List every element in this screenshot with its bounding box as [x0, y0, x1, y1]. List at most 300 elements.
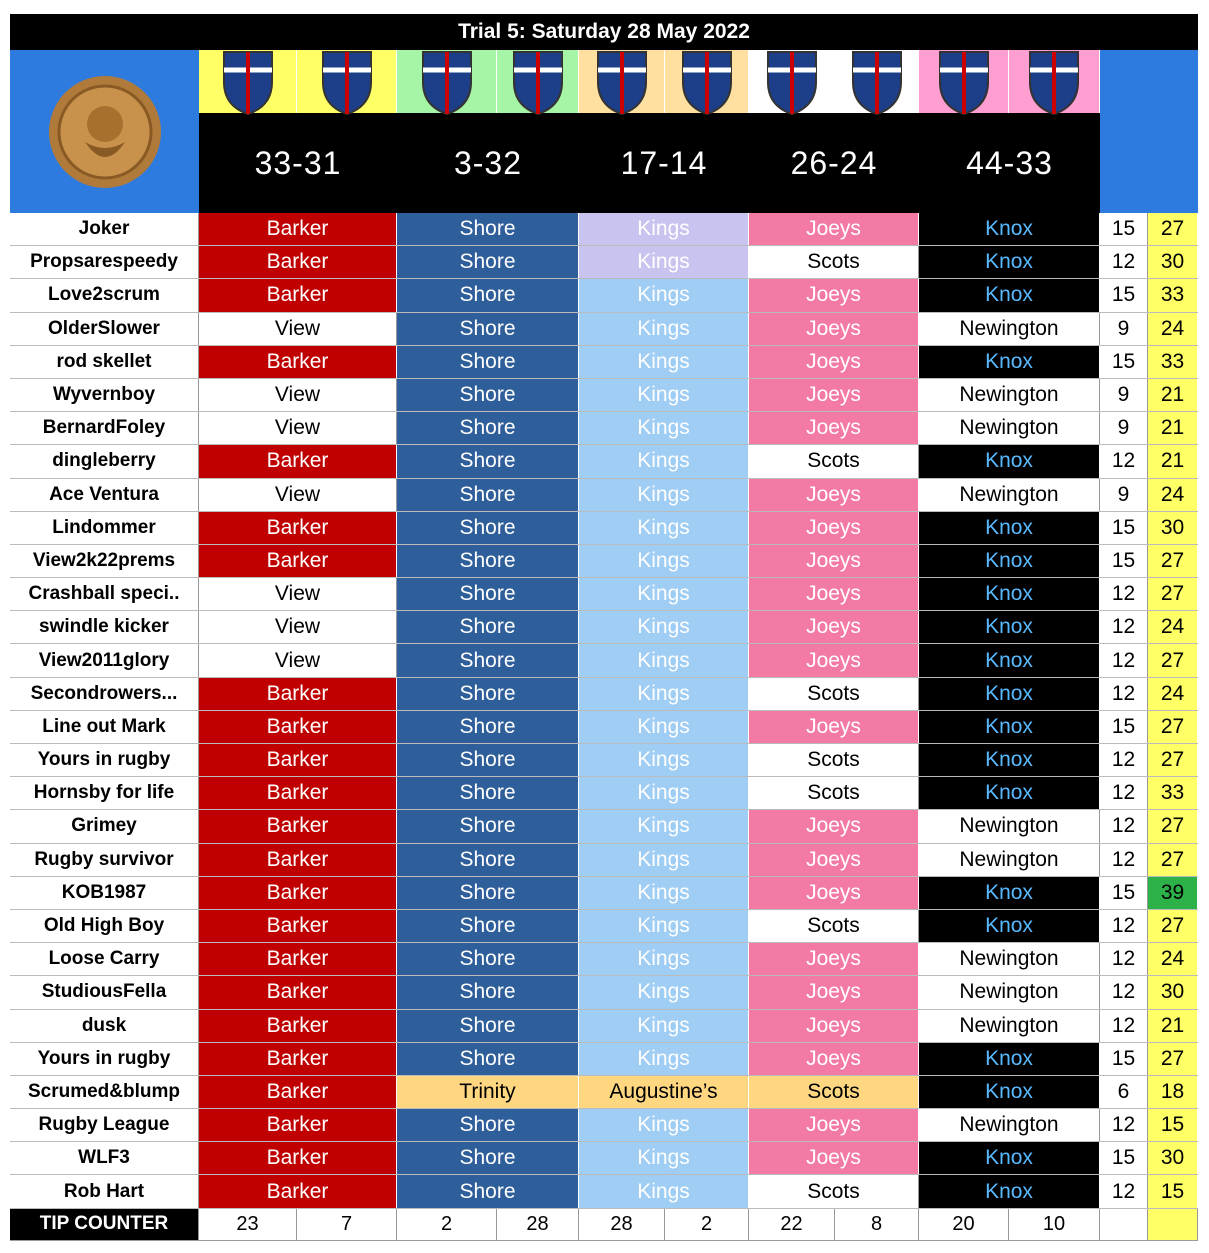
pick-game-1: Barker — [199, 777, 397, 809]
table-row — [10, 545, 1198, 578]
pick-game-5: Knox — [919, 1175, 1100, 1207]
pick-game-1: Barker — [199, 877, 397, 909]
pick-game-1: Barker — [199, 1109, 397, 1141]
pick-game-1: Barker — [199, 678, 397, 710]
tipster-name: Ace Ventura — [10, 479, 199, 511]
pick-game-5: Knox — [919, 246, 1100, 278]
total-points: 33 — [1148, 346, 1198, 378]
pick-game-2: Shore — [397, 445, 579, 477]
school-crest-9 — [919, 50, 1009, 113]
medal-icon — [45, 72, 165, 192]
crest-icon — [592, 46, 652, 118]
pick-game-5: Newington — [919, 379, 1100, 411]
table-row — [10, 678, 1198, 711]
table-row — [10, 711, 1198, 744]
pick-game-3: Kings — [579, 744, 749, 776]
pick-game-5: Knox — [919, 545, 1100, 577]
pick-game-1: Barker — [199, 1076, 397, 1108]
round-points: 12 — [1100, 810, 1148, 842]
round-points: 15 — [1100, 545, 1148, 577]
table-row — [10, 877, 1198, 910]
pick-game-4: Joeys — [749, 711, 919, 743]
pick-game-4: Scots — [749, 777, 919, 809]
total-points: 21 — [1148, 1010, 1198, 1042]
pick-game-4: Scots — [749, 1175, 919, 1207]
round-points: 15 — [1100, 711, 1148, 743]
pick-game-5: Knox — [919, 711, 1100, 743]
tipster-name: BernardFoley — [10, 412, 199, 444]
crest-icon — [847, 46, 907, 118]
pick-game-5: Knox — [919, 1076, 1100, 1108]
school-crest-10 — [1009, 50, 1100, 113]
table-row — [10, 910, 1198, 943]
tipping-sheet — [10, 14, 1198, 1241]
pick-game-3: Kings — [579, 611, 749, 643]
round-points: 12 — [1100, 611, 1148, 643]
crest-icon — [1024, 46, 1084, 118]
total-points: 24 — [1148, 313, 1198, 345]
pick-game-4: Scots — [749, 445, 919, 477]
total-points: 30 — [1148, 246, 1198, 278]
pick-game-3: Kings — [579, 213, 749, 245]
round-points: 12 — [1100, 1109, 1148, 1141]
pick-game-5: Knox — [919, 877, 1100, 909]
pick-game-2: Shore — [397, 976, 579, 1008]
tipster-name: WLF3 — [10, 1142, 199, 1174]
pick-game-3: Kings — [579, 976, 749, 1008]
tipster-name: rod skellet — [10, 346, 199, 378]
round-points: 15 — [1100, 877, 1148, 909]
pick-game-1: Barker — [199, 246, 397, 278]
tipster-name: Joker — [10, 213, 199, 245]
pick-game-2: Shore — [397, 644, 579, 676]
pick-game-1: Barker — [199, 744, 397, 776]
round-points: 12 — [1100, 1175, 1148, 1207]
tip-count-10: 10 — [1009, 1209, 1100, 1241]
pick-game-3: Kings — [579, 910, 749, 942]
total-points: 21 — [1148, 379, 1198, 411]
pick-game-4: Joeys — [749, 1010, 919, 1042]
pick-game-5: Newington — [919, 844, 1100, 876]
pick-game-2: Shore — [397, 611, 579, 643]
tipster-name: Old High Boy — [10, 910, 199, 942]
pick-game-3: Kings — [579, 777, 749, 809]
table-row — [10, 279, 1198, 312]
round-points: 9 — [1100, 412, 1148, 444]
round-points: 12 — [1100, 445, 1148, 477]
pick-game-1: Barker — [199, 445, 397, 477]
pick-game-2: Shore — [397, 1043, 579, 1075]
tip-counter-label: TIP COUNTER — [10, 1209, 199, 1241]
pick-game-1: View — [199, 412, 397, 444]
table-row — [10, 379, 1198, 412]
tip-count-3: 2 — [397, 1209, 497, 1241]
pick-game-1: View — [199, 644, 397, 676]
pick-game-4: Joeys — [749, 379, 919, 411]
total-points: 15 — [1148, 1175, 1198, 1207]
game-score-3: 17-14 — [579, 113, 749, 213]
pick-game-1: Barker — [199, 279, 397, 311]
tip-count-4: 28 — [497, 1209, 579, 1241]
pick-game-3: Kings — [579, 810, 749, 842]
table-row — [10, 313, 1198, 346]
pick-game-2: Shore — [397, 1109, 579, 1141]
pick-game-2: Shore — [397, 213, 579, 245]
tipster-name: StudiousFella — [10, 976, 199, 1008]
pick-game-5: Knox — [919, 777, 1100, 809]
pick-game-3: Kings — [579, 1109, 749, 1141]
tip-count-6: 2 — [665, 1209, 749, 1241]
pick-game-4: Scots — [749, 910, 919, 942]
pick-game-3: Kings — [579, 711, 749, 743]
pick-game-5: Knox — [919, 213, 1100, 245]
total-points: 27 — [1148, 810, 1198, 842]
total-points: 27 — [1148, 578, 1198, 610]
total-points: 33 — [1148, 777, 1198, 809]
pick-game-2: Shore — [397, 943, 579, 975]
crest-icon — [677, 46, 737, 118]
crest-icon — [218, 46, 278, 118]
round-points: 12 — [1100, 246, 1148, 278]
total-points: 33 — [1148, 279, 1198, 311]
pick-game-1: Barker — [199, 810, 397, 842]
pick-game-5: Newington — [919, 412, 1100, 444]
pick-game-1: Barker — [199, 711, 397, 743]
crest-icon — [317, 46, 377, 118]
pick-game-5: Knox — [919, 279, 1100, 311]
pick-game-5: Knox — [919, 611, 1100, 643]
pick-game-5: Newington — [919, 1010, 1100, 1042]
crest-icon — [762, 46, 822, 118]
pick-game-3: Kings — [579, 1175, 749, 1207]
round-points: 9 — [1100, 313, 1148, 345]
pick-game-2: Shore — [397, 744, 579, 776]
school-crest-6 — [665, 50, 749, 113]
table-row — [10, 943, 1198, 976]
total-points: 27 — [1148, 1043, 1198, 1075]
pick-game-1: Barker — [199, 545, 397, 577]
tipster-name: Love2scrum — [10, 279, 199, 311]
round-points: 15 — [1100, 1142, 1148, 1174]
pick-game-3: Kings — [579, 545, 749, 577]
pick-game-4: Joeys — [749, 412, 919, 444]
tip-count-9: 20 — [919, 1209, 1009, 1241]
pick-game-1: Barker — [199, 1010, 397, 1042]
pick-game-5: Knox — [919, 346, 1100, 378]
total-points: 27 — [1148, 744, 1198, 776]
table-row — [10, 1109, 1198, 1142]
round-points: 12 — [1100, 910, 1148, 942]
crest-icon — [417, 46, 477, 118]
pick-game-2: Shore — [397, 810, 579, 842]
pick-game-3: Kings — [579, 844, 749, 876]
tipster-name: Wyvernboy — [10, 379, 199, 411]
pick-game-4: Joeys — [749, 1109, 919, 1141]
pick-game-2: Shore — [397, 777, 579, 809]
pick-game-5: Knox — [919, 512, 1100, 544]
tipster-name: Rugby survivor — [10, 844, 199, 876]
game-score-4: 26-24 — [749, 113, 919, 213]
pick-game-4: Scots — [749, 1076, 919, 1108]
tip-count-12 — [1148, 1209, 1198, 1241]
pick-game-3: Kings — [579, 877, 749, 909]
table-row — [10, 844, 1198, 877]
pick-game-2: Shore — [397, 1175, 579, 1207]
round-points: 15 — [1100, 1043, 1148, 1075]
pick-game-4: Joeys — [749, 877, 919, 909]
tipster-name: Scrumed&blump — [10, 1076, 199, 1108]
table-row — [10, 1043, 1198, 1076]
pick-game-2: Trinity — [397, 1076, 579, 1108]
pick-game-1: View — [199, 479, 397, 511]
pick-game-2: Shore — [397, 711, 579, 743]
pick-game-2: Shore — [397, 678, 579, 710]
pick-game-3: Kings — [579, 1043, 749, 1075]
school-crest-2 — [297, 50, 397, 113]
pick-game-2: Shore — [397, 279, 579, 311]
pick-game-3: Kings — [579, 412, 749, 444]
pick-game-2: Shore — [397, 578, 579, 610]
pick-game-2: Shore — [397, 1142, 579, 1174]
pick-game-1: Barker — [199, 1175, 397, 1207]
pick-game-5: Newington — [919, 810, 1100, 842]
pick-game-2: Shore — [397, 844, 579, 876]
tipster-name: Rugby League — [10, 1109, 199, 1141]
tipster-name: Lindommer — [10, 512, 199, 544]
pick-game-3: Kings — [579, 512, 749, 544]
association-logo — [10, 50, 199, 213]
crest-icon — [508, 46, 568, 118]
round-points: 15 — [1100, 213, 1148, 245]
total-points: 27 — [1148, 644, 1198, 676]
tipster-name: Yours in rugby — [10, 744, 199, 776]
tip-count-5: 28 — [579, 1209, 665, 1241]
pick-game-4: Joeys — [749, 578, 919, 610]
pick-game-4: Joeys — [749, 844, 919, 876]
total-points: 27 — [1148, 213, 1198, 245]
pick-game-3: Kings — [579, 1142, 749, 1174]
tip-count-2: 7 — [297, 1209, 397, 1241]
round-points: 12 — [1100, 1010, 1148, 1042]
pick-game-2: Shore — [397, 246, 579, 278]
pick-game-5: Knox — [919, 744, 1100, 776]
total-points: 24 — [1148, 678, 1198, 710]
game-score-2: 3-32 — [397, 113, 579, 213]
pick-game-3: Kings — [579, 346, 749, 378]
tip-count-7: 22 — [749, 1209, 835, 1241]
pick-game-2: Shore — [397, 412, 579, 444]
round-points: 15 — [1100, 279, 1148, 311]
school-crest-8 — [835, 50, 919, 113]
pick-game-5: Knox — [919, 678, 1100, 710]
round-points: 6 — [1100, 1076, 1148, 1108]
pick-game-3: Kings — [579, 246, 749, 278]
table-row — [10, 1010, 1198, 1043]
table-row — [10, 512, 1198, 545]
total-points: 24 — [1148, 943, 1198, 975]
pick-game-1: Barker — [199, 512, 397, 544]
pick-game-3: Kings — [579, 379, 749, 411]
tipster-name: View2k22prems — [10, 545, 199, 577]
table-row — [10, 777, 1198, 810]
pick-game-1: View — [199, 313, 397, 345]
pick-game-2: Shore — [397, 479, 579, 511]
round-points: 9 — [1100, 379, 1148, 411]
total-points: 18 — [1148, 1076, 1198, 1108]
pick-game-1: Barker — [199, 213, 397, 245]
pick-game-3: Kings — [579, 943, 749, 975]
pick-game-4: Joeys — [749, 479, 919, 511]
pick-game-3: Kings — [579, 1010, 749, 1042]
pick-game-1: Barker — [199, 346, 397, 378]
tip-count-11 — [1100, 1209, 1148, 1241]
pick-game-5: Knox — [919, 445, 1100, 477]
pick-game-5: Knox — [919, 644, 1100, 676]
round-points: 12 — [1100, 644, 1148, 676]
school-crest-7 — [749, 50, 835, 113]
total-points: 39 — [1148, 877, 1198, 909]
total-points: 21 — [1148, 412, 1198, 444]
pick-game-2: Shore — [397, 379, 579, 411]
pick-game-1: Barker — [199, 1142, 397, 1174]
pick-game-1: Barker — [199, 844, 397, 876]
pick-game-3: Kings — [579, 445, 749, 477]
round-points: 12 — [1100, 777, 1148, 809]
pick-game-5: Newington — [919, 976, 1100, 1008]
tipster-name: dingleberry — [10, 445, 199, 477]
pick-game-4: Joeys — [749, 1043, 919, 1075]
pick-game-1: Barker — [199, 910, 397, 942]
pick-game-1: Barker — [199, 1043, 397, 1075]
pick-game-3: Kings — [579, 678, 749, 710]
pick-game-3: Kings — [579, 313, 749, 345]
pick-game-2: Shore — [397, 346, 579, 378]
pick-game-4: Joeys — [749, 279, 919, 311]
tipster-name: dusk — [10, 1010, 199, 1042]
table-row — [10, 644, 1198, 677]
pick-game-4: Scots — [749, 678, 919, 710]
round-points: 12 — [1100, 844, 1148, 876]
pick-game-3: Kings — [579, 279, 749, 311]
round-points: 12 — [1100, 943, 1148, 975]
tip-counter-row — [10, 1209, 1198, 1241]
pick-game-5: Newington — [919, 943, 1100, 975]
pick-game-1: View — [199, 611, 397, 643]
table-row — [10, 810, 1198, 843]
pick-game-2: Shore — [397, 1010, 579, 1042]
pick-game-4: Joeys — [749, 346, 919, 378]
pick-game-4: Joeys — [749, 644, 919, 676]
school-crest-1 — [199, 50, 297, 113]
pick-game-5: Newington — [919, 313, 1100, 345]
tipster-name: Yours in rugby — [10, 1043, 199, 1075]
table-row — [10, 976, 1198, 1009]
tipster-name: View2011glory — [10, 644, 199, 676]
table-row — [10, 346, 1198, 379]
tipster-name: OlderSlower — [10, 313, 199, 345]
pick-game-4: Joeys — [749, 512, 919, 544]
table-row — [10, 412, 1198, 445]
table-row — [10, 445, 1198, 478]
round-points: 15 — [1100, 512, 1148, 544]
pick-game-4: Joeys — [749, 213, 919, 245]
header-grid — [10, 50, 1198, 213]
pick-game-4: Joeys — [749, 313, 919, 345]
pick-game-5: Newington — [919, 479, 1100, 511]
total-points: 30 — [1148, 512, 1198, 544]
tip-count-8: 8 — [835, 1209, 919, 1241]
round-points: 15 — [1100, 346, 1148, 378]
game-score-5: 44-33 — [919, 113, 1100, 213]
pick-game-4: Joeys — [749, 545, 919, 577]
pick-game-4: Joeys — [749, 1142, 919, 1174]
total-points: 21 — [1148, 445, 1198, 477]
pick-game-2: Shore — [397, 877, 579, 909]
total-points: 30 — [1148, 976, 1198, 1008]
table-row — [10, 246, 1198, 279]
table-row — [10, 578, 1198, 611]
pick-game-4: Joeys — [749, 810, 919, 842]
total-points: 27 — [1148, 545, 1198, 577]
tipster-name: Line out Mark — [10, 711, 199, 743]
pick-game-5: Newington — [919, 1109, 1100, 1141]
pick-game-1: View — [199, 379, 397, 411]
tipster-name: Loose Carry — [10, 943, 199, 975]
round-points: 12 — [1100, 678, 1148, 710]
tipster-name: swindle kicker — [10, 611, 199, 643]
pick-game-1: Barker — [199, 943, 397, 975]
total-points: 15 — [1148, 1109, 1198, 1141]
total-points: 27 — [1148, 844, 1198, 876]
school-crest-5 — [579, 50, 665, 113]
pick-game-2: Shore — [397, 545, 579, 577]
tipster-name: Secondrowers... — [10, 678, 199, 710]
pick-game-2: Shore — [397, 313, 579, 345]
tipster-name: Propsarespeedy — [10, 246, 199, 278]
pick-game-2: Shore — [397, 512, 579, 544]
pick-game-5: Knox — [919, 910, 1100, 942]
round-points: 12 — [1100, 744, 1148, 776]
tipster-name: Hornsby for life — [10, 777, 199, 809]
school-crest-3 — [397, 50, 497, 113]
total-points: 30 — [1148, 1142, 1198, 1174]
tipster-name: Crashball speci.. — [10, 578, 199, 610]
table-row — [10, 479, 1198, 512]
table-row — [10, 1076, 1198, 1109]
sheet-title: Trial 5: Saturday 28 May 2022 — [10, 14, 1198, 50]
pick-game-4: Joeys — [749, 943, 919, 975]
pick-game-4: Joeys — [749, 976, 919, 1008]
round-points: 9 — [1100, 479, 1148, 511]
pick-game-4: Scots — [749, 744, 919, 776]
tipster-name: Rob Hart — [10, 1175, 199, 1207]
total-points: 27 — [1148, 711, 1198, 743]
game-score-1: 33-31 — [199, 113, 397, 213]
tipster-name: Grimey — [10, 810, 199, 842]
table-row — [10, 611, 1198, 644]
pick-game-1: View — [199, 578, 397, 610]
round-points: 12 — [1100, 578, 1148, 610]
pick-game-5: Knox — [919, 1142, 1100, 1174]
pick-game-3: Kings — [579, 644, 749, 676]
picks-table — [10, 213, 1198, 1209]
table-row — [10, 1175, 1198, 1208]
tip-count-1: 23 — [199, 1209, 297, 1241]
total-points: 24 — [1148, 479, 1198, 511]
pick-game-3: Kings — [579, 479, 749, 511]
pick-game-4: Scots — [749, 246, 919, 278]
pick-game-4: Joeys — [749, 611, 919, 643]
